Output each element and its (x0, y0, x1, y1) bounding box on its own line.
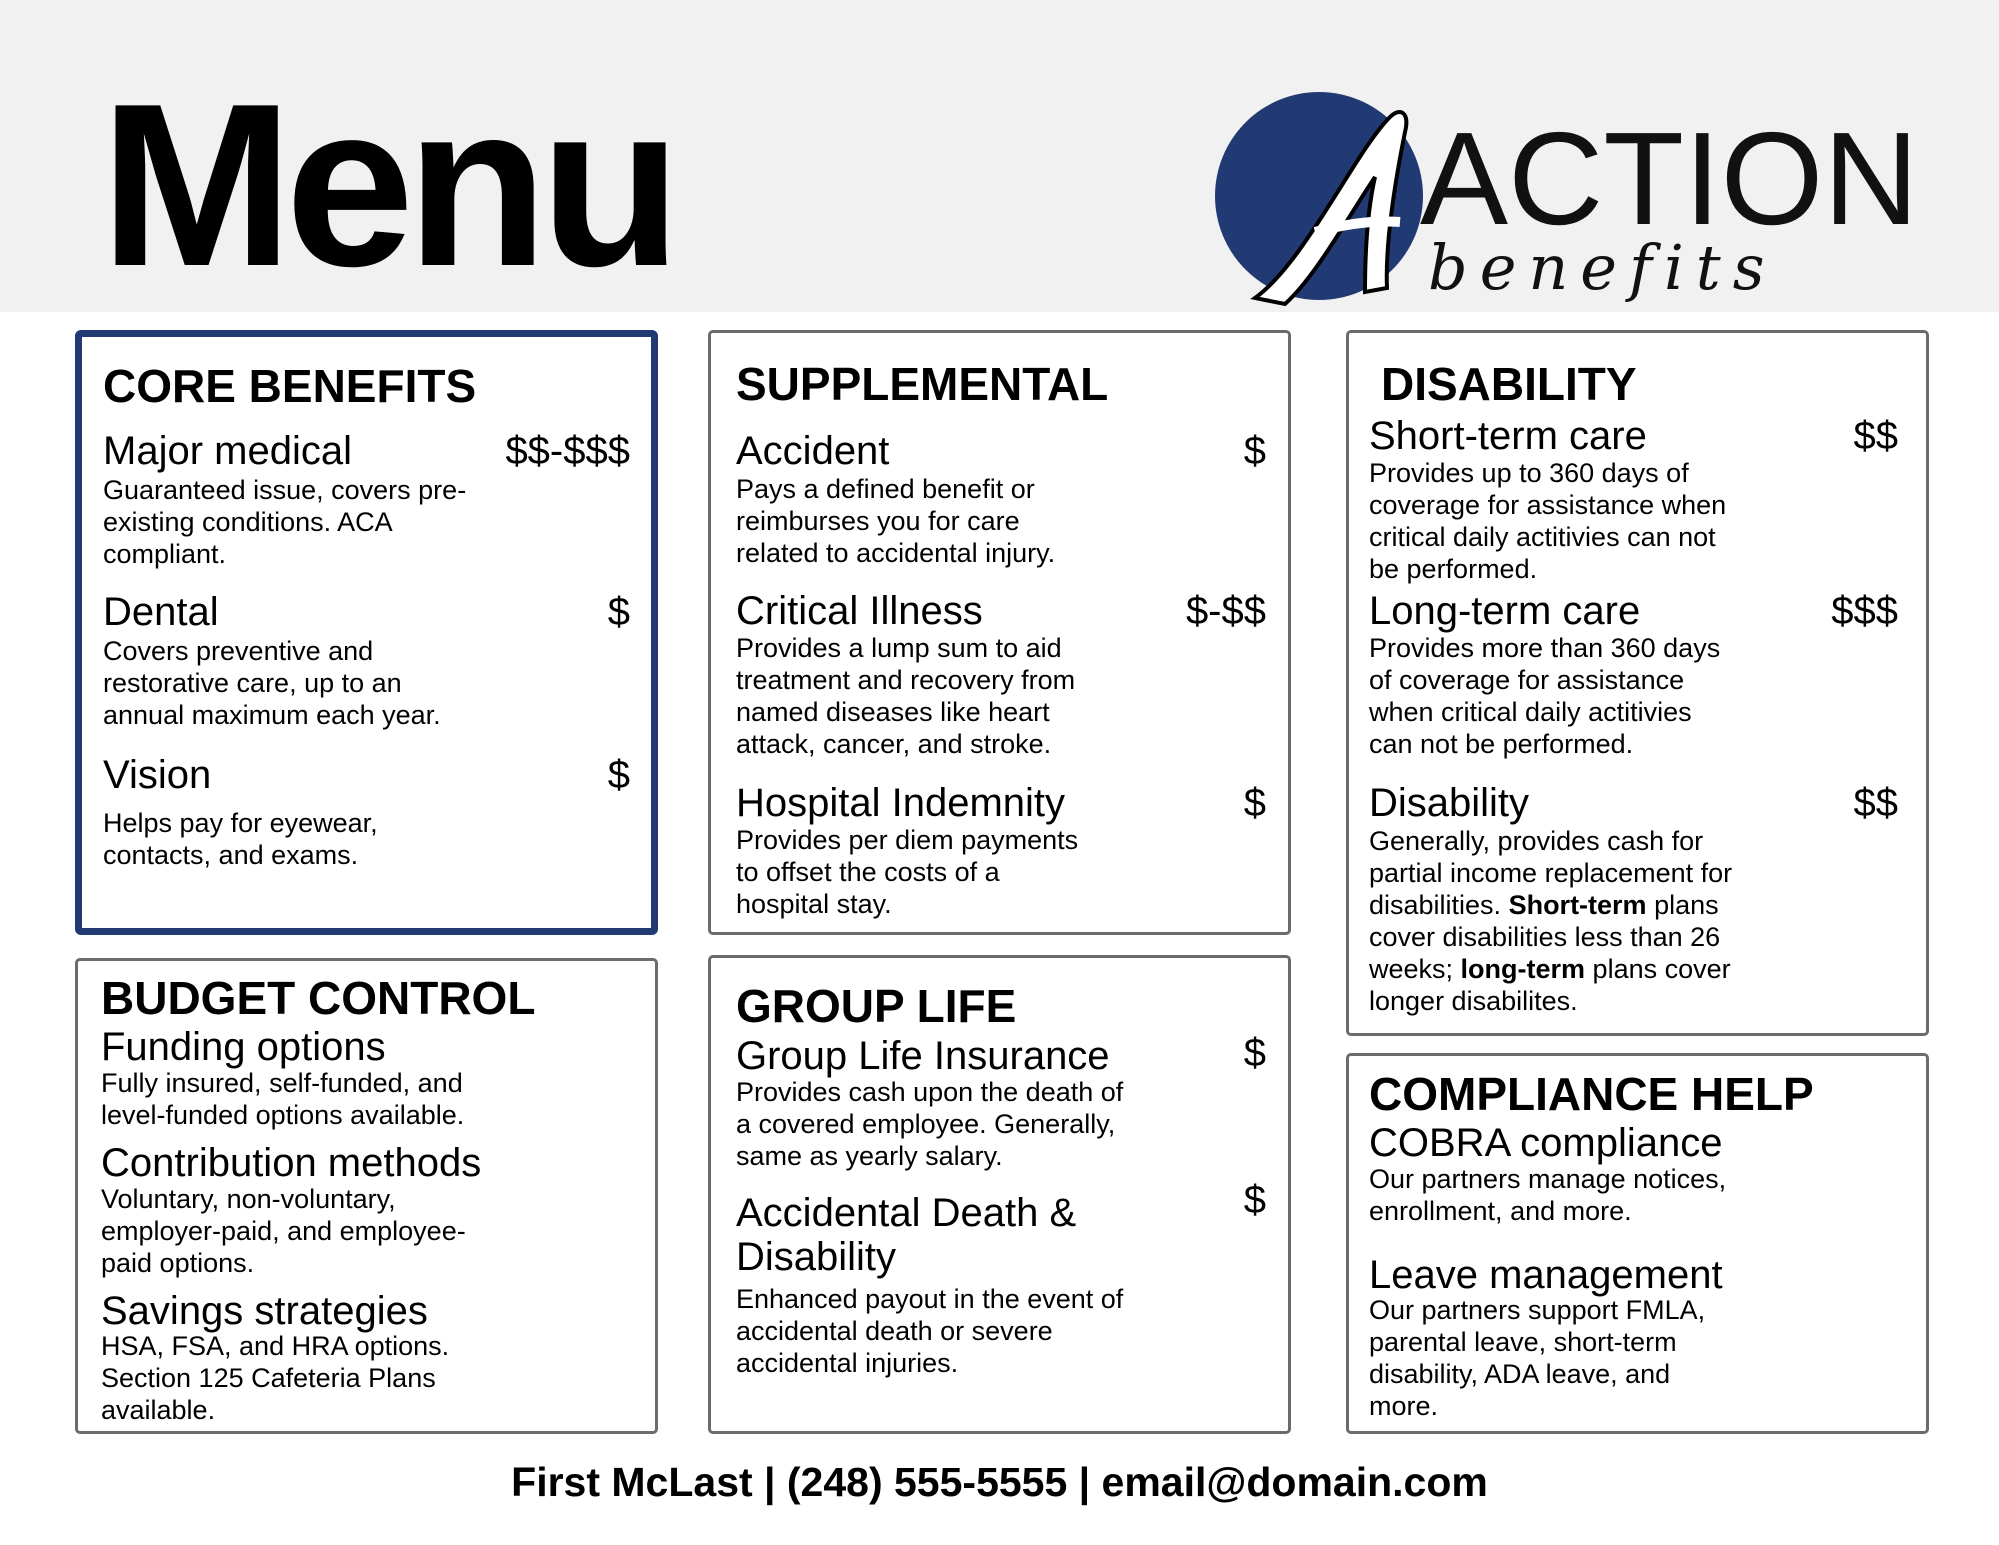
item-description: Provides per diem payments to offset the costs of a hospital stay. (736, 825, 1079, 919)
action-benefits-logo (1215, 92, 1925, 312)
panel-title: BUDGET CONTROL (101, 972, 536, 1024)
item-description: Voluntary, non-voluntary, employer-paid, and employee- paid options. (101, 1184, 466, 1278)
supplemental-panel (708, 330, 1291, 935)
item-price: $ (1243, 1031, 1266, 1075)
item-name: Group Life Insurance (736, 1034, 1110, 1078)
item-price: $$$ (1831, 589, 1898, 633)
item-name: Vision (103, 753, 212, 797)
contact-footer: First McLast | (248) 555-5555 | email@domain.com (511, 1459, 1488, 1505)
panel-title: DISABILITY (1381, 358, 1637, 410)
item-description: Guaranteed issue, covers pre- existing conditions. ACA compliant. (103, 475, 467, 569)
item-name: Disability (1369, 781, 1530, 825)
item-description: Fully insured, self-funded, and level-funded options available. (101, 1068, 465, 1130)
item-name: Dental (103, 590, 219, 634)
item-description: Pays a defined benefit or reimburses you for care related to accidental injury. (736, 474, 1056, 568)
item-price: $ (1243, 1178, 1266, 1222)
item-name: Accident (736, 429, 890, 473)
item-name: Leave management (1369, 1253, 1723, 1297)
item-name: Contribution methods (101, 1141, 482, 1185)
item-price: $$ (1853, 781, 1898, 825)
panel-title: SUPPLEMENTAL (736, 358, 1109, 410)
item-description: Our partners manage notices, enrollment, and more. (1369, 1164, 1727, 1226)
item-price: $-$$ (1185, 589, 1266, 633)
item-name: Accidental Death & (736, 1191, 1077, 1235)
item-name: Funding options (101, 1025, 386, 1069)
item-description: Provides cash upon the death of a covered employee. Generally, same as yearly salary. (736, 1077, 1124, 1171)
item-name: Critical Illness (736, 589, 983, 633)
item-name: Long-term care (1369, 589, 1641, 633)
item-description: Provides up to 360 days of coverage for assistance when critical daily actitivies can not be performed. (1369, 458, 1727, 584)
panel-title: CORE BENEFITS (103, 360, 477, 412)
logo-wordmark: ACTION (1420, 105, 1919, 252)
item-name: Major medical (103, 429, 352, 473)
item-name: Short-term care (1369, 414, 1647, 458)
item-name: Hospital Indemnity (736, 781, 1066, 825)
item-price: $ (607, 753, 630, 797)
budget-control-panel (75, 958, 658, 1434)
item-price: $$ (1853, 414, 1898, 458)
compliance-help-panel (1346, 1053, 1929, 1434)
item-description: HSA, FSA, and HRA options. Section 125 Cafeteria Plans available. (101, 1331, 450, 1425)
item-price: $ (607, 590, 630, 634)
item-description: Provides more than 360 days of coverage for assistance when critical daily actitivies can not be performed. (1369, 633, 1721, 759)
item-name: Savings strategies (101, 1289, 428, 1333)
group-life-panel (708, 955, 1291, 1434)
logo-script: benefits (1428, 231, 1777, 304)
item-price: $$-$$$ (505, 429, 630, 473)
panel-title: COMPLIANCE HELP (1369, 1068, 1814, 1120)
item-description: Our partners support FMLA, parental leave, short-term disability, ADA leave, and more. (1369, 1295, 1706, 1421)
item-description: Generally, provides cash for partial income replacement for disabilities. Short-term plans cover disabilities less than 26 weeks; long-term plans cover longer disabilites. (1369, 826, 1733, 1016)
item-description: Helps pay for eyewear, contacts, and exams. (103, 808, 378, 870)
item-name: Disability (736, 1235, 897, 1279)
item-description: Enhanced payout in the event of accidental death or severe accidental injuries. (736, 1284, 1124, 1378)
page-title: Menu (100, 56, 674, 315)
item-description: Provides a lump sum to aid treatment and recovery from named diseases like heart attack, cancer, and stroke. (736, 633, 1076, 759)
disability-panel (1346, 330, 1929, 1036)
item-price: $ (1243, 429, 1266, 473)
core-benefits-panel (75, 330, 658, 935)
item-price: $ (1243, 781, 1266, 825)
item-description: Covers preventive and restorative care, up to an annual maximum each year. (103, 636, 441, 730)
panel-title: GROUP LIFE (736, 980, 1017, 1032)
item-name: COBRA compliance (1369, 1121, 1723, 1165)
